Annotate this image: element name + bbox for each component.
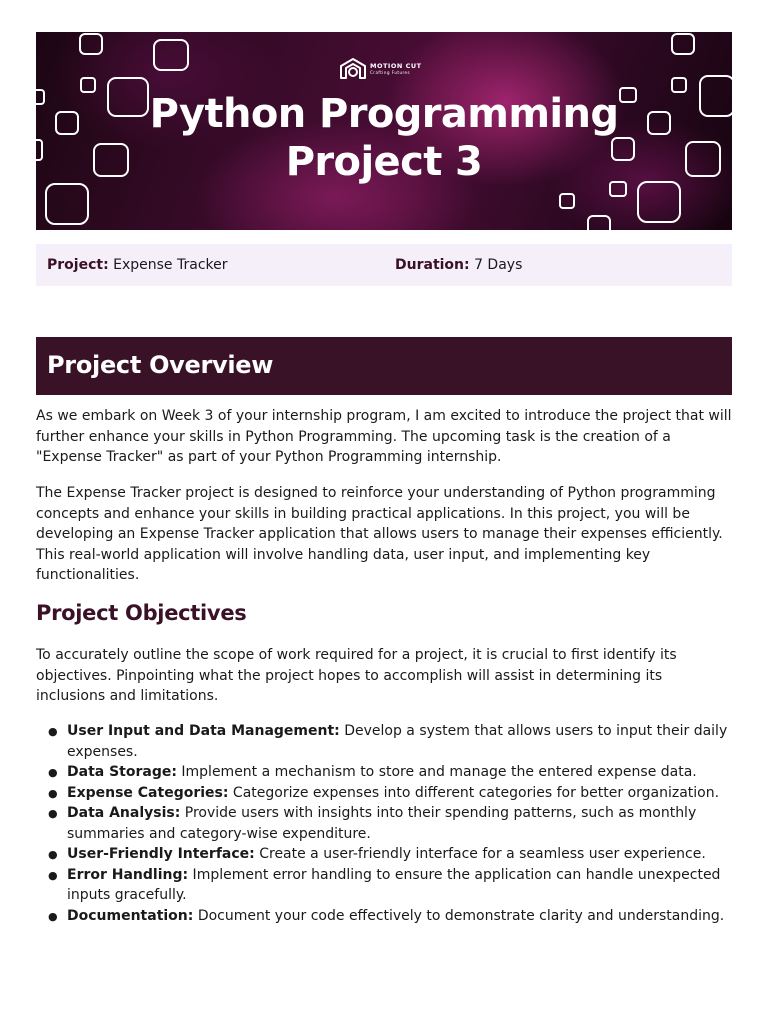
objectives-intro: To accurately outline the scope of work required for a project, it is crucial to first identify its objectives. Pinpointing what the project hopes to accomplish will assist in determining its inclusions and limitations.: [36, 647, 677, 704]
objective-text: Implement a mechanism to store and manage the entered expense data.: [176, 764, 697, 780]
list-item: [36, 783, 732, 804]
objectives-list: [36, 721, 732, 926]
logo-name: MOTION CUT: [370, 62, 422, 70]
objective-text: Develop a system that allows users to input their daily expenses.: [67, 723, 728, 760]
objective-term: Data Analysis:: [67, 805, 181, 821]
logo-mark-icon: [338, 56, 368, 82]
bullet-icon: ●: [48, 766, 58, 779]
objective-text: Categorize expenses into different categories for better organization.: [228, 784, 720, 801]
objective-term: User-Friendly Interface:: [67, 846, 255, 862]
objective-term: Data Storage:: [67, 764, 177, 780]
objective-text: Create a user-friendly interface for a seamless user experience.: [254, 846, 706, 862]
project-name-field: [47, 244, 228, 286]
bullet-icon: ●: [48, 909, 58, 923]
list-item: [36, 762, 732, 783]
duration-label: Duration:: [395, 257, 470, 273]
overview-paragraph-1: As we embark on Week 3 of your internship program, I am excited to introduce the project that will further enhance your skills in Python Programming. The upcoming task is the creation of a "Expense Tracker" as part of your Python Programming internship.: [36, 408, 732, 465]
header-banner: [36, 32, 732, 230]
objective-term: User Input and Data Management:: [67, 723, 340, 739]
company-logo: [338, 56, 422, 82]
list-item: [36, 803, 732, 844]
list-item: [36, 844, 732, 865]
objective-text: Document your code effectively to demonstrate clarity and understanding.: [193, 907, 725, 924]
overview-paragraph-2: The Expense Tracker project is designed to reinforce your understanding of Python programming concepts and enhance your skills in building practical applications. In this project, you will be developing an Expense Tracker application that allows users to manage their expenses efficiently. This real-world application will involve handling data, user input, and implementing key functionalities.: [36, 485, 723, 583]
duration-value: 7 Days: [474, 257, 523, 273]
logo-tagline: Crafting Futures: [370, 70, 411, 75]
bullet-icon: ●: [48, 786, 58, 800]
page-title: [36, 90, 732, 186]
objective-term: Expense Categories:: [67, 784, 229, 801]
bullet-icon: ●: [48, 848, 58, 861]
overview-heading: Project Overview: [47, 351, 274, 379]
project-value: Expense Tracker: [113, 257, 228, 273]
bullet-icon: ●: [48, 807, 58, 820]
project-label: Project:: [47, 257, 109, 273]
duration-field: [395, 244, 522, 286]
objective-term: Error Handling:: [67, 866, 189, 883]
list-item: [36, 721, 732, 762]
bullet-icon: ●: [48, 725, 58, 738]
objective-text: Provide users with insights into their spending patterns, such as monthly summaries and category-wise expenditure.: [67, 805, 697, 842]
objectives-heading: Project Objectives: [36, 601, 247, 625]
list-item: [36, 906, 732, 927]
bullet-icon: ●: [48, 868, 58, 882]
title-line-2: Project 3: [285, 139, 483, 185]
objective-text: Implement error handling to ensure the application can handle unexpected inputs gracefully.: [67, 866, 721, 903]
objective-term: Documentation:: [67, 907, 194, 924]
overview-section-header: [36, 337, 732, 395]
project-info-bar: [36, 244, 732, 286]
list-item: [36, 865, 732, 906]
title-line-1: Python Programming: [149, 91, 619, 137]
